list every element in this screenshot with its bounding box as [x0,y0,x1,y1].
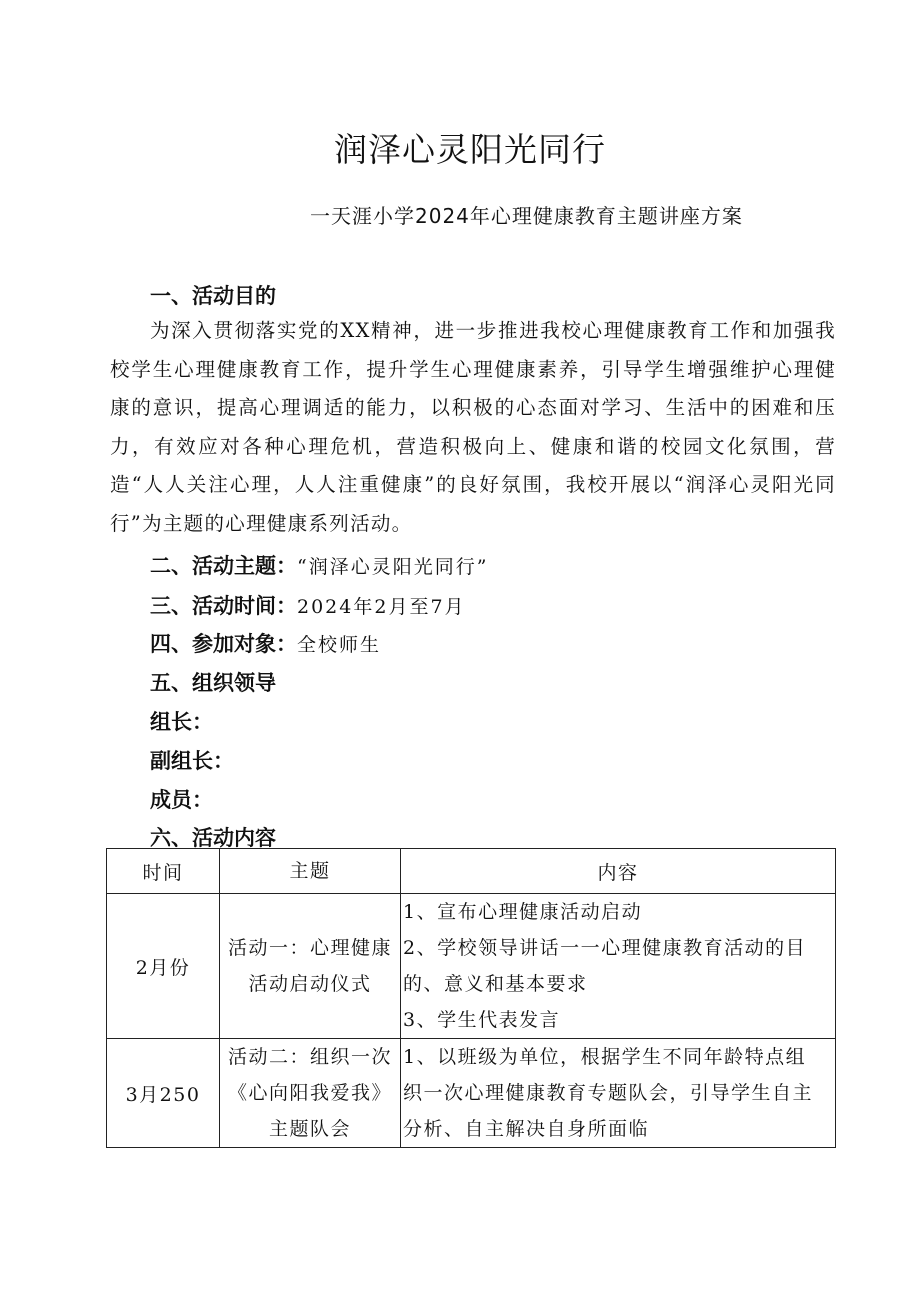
row-time: 3月250 [107,1039,220,1148]
vice-leader-label: 副组长： [150,749,234,773]
section-4-label: 四、参加对象： [150,632,297,656]
section-3-label: 三、活动时间： [150,594,297,618]
row-content [401,894,836,1039]
row-theme [220,1039,401,1148]
row-content [401,1039,836,1148]
activity-table [106,848,836,1148]
content-line: 1、宣布心理健康活动启动 [403,901,643,923]
theme-line: 活动启动仪式 [248,973,372,995]
theme-line: 《心向阳我爱我》 [227,1082,392,1104]
content-line: 织一次心理健康教育专题队会，引导学生自主 [403,1082,814,1104]
section-4-value: 全校师生 [297,634,382,656]
document-title: 润泽心灵阳光同行 [334,130,606,169]
section-6-heading: 六、活动内容 [150,826,276,850]
table-row [107,1039,836,1148]
section-2-label: 二、活动主题： [150,554,297,578]
section-1-heading: 一、活动目的 [150,284,276,308]
document-subtitle: 一天涯小学2024年心理健康教育主题讲座方案 [310,204,743,228]
table-row [107,894,836,1039]
row-theme [220,894,401,1039]
content-line: 1、以班级为单位，根据学生不同年龄特点组 [403,1046,807,1068]
content-line: 3、学生代表发言 [403,1009,561,1031]
header-theme: 主题 [220,849,401,894]
header-time: 时间 [107,849,220,894]
section-2-value: “润泽心灵阳光同行” [297,556,489,578]
table-header-row [107,849,836,894]
content-line: 分析、自主解决自身所面临 [403,1118,650,1140]
section-3-value: 2024年2月至7月 [297,596,466,618]
content-line: 2、学校领导讲话一一心理健康教育活动的目 [403,937,807,959]
row-time: 2月份 [107,894,220,1039]
theme-line: 活动二：组织一次 [227,1046,392,1068]
section-3-line [150,590,466,620]
section-5-heading: 五、组织领导 [150,671,276,695]
leader-label: 组长： [150,710,213,734]
section-1-paragraph: 为深入贯彻落实党的XX精神，进一步推进我校心理健康教育工作和加强我校学生心理健康教育工作，提升学生心理健康素养，引导学生增强维护心理健康的意识，提高心理调适的能力，以积极的心态面对学习、生活中的困难和压力，有效应对各种心理危机，营造积极向上、健康和谐的校园文化氛围，营造“人人关注心理，人人注重健康”的良好氛围，我校开展以“润泽心灵阳光同行”为主题的心理健康系列活动。 [110,319,836,535]
content-line: 的、意义和基本要求 [403,973,588,995]
theme-line: 活动一：心理健康 [227,937,392,959]
section-2-line [150,550,488,580]
theme-line: 主题队会 [268,1118,351,1140]
header-content: 内容 [401,849,836,894]
section-4-line [150,628,381,658]
members-label: 成员： [150,788,213,812]
